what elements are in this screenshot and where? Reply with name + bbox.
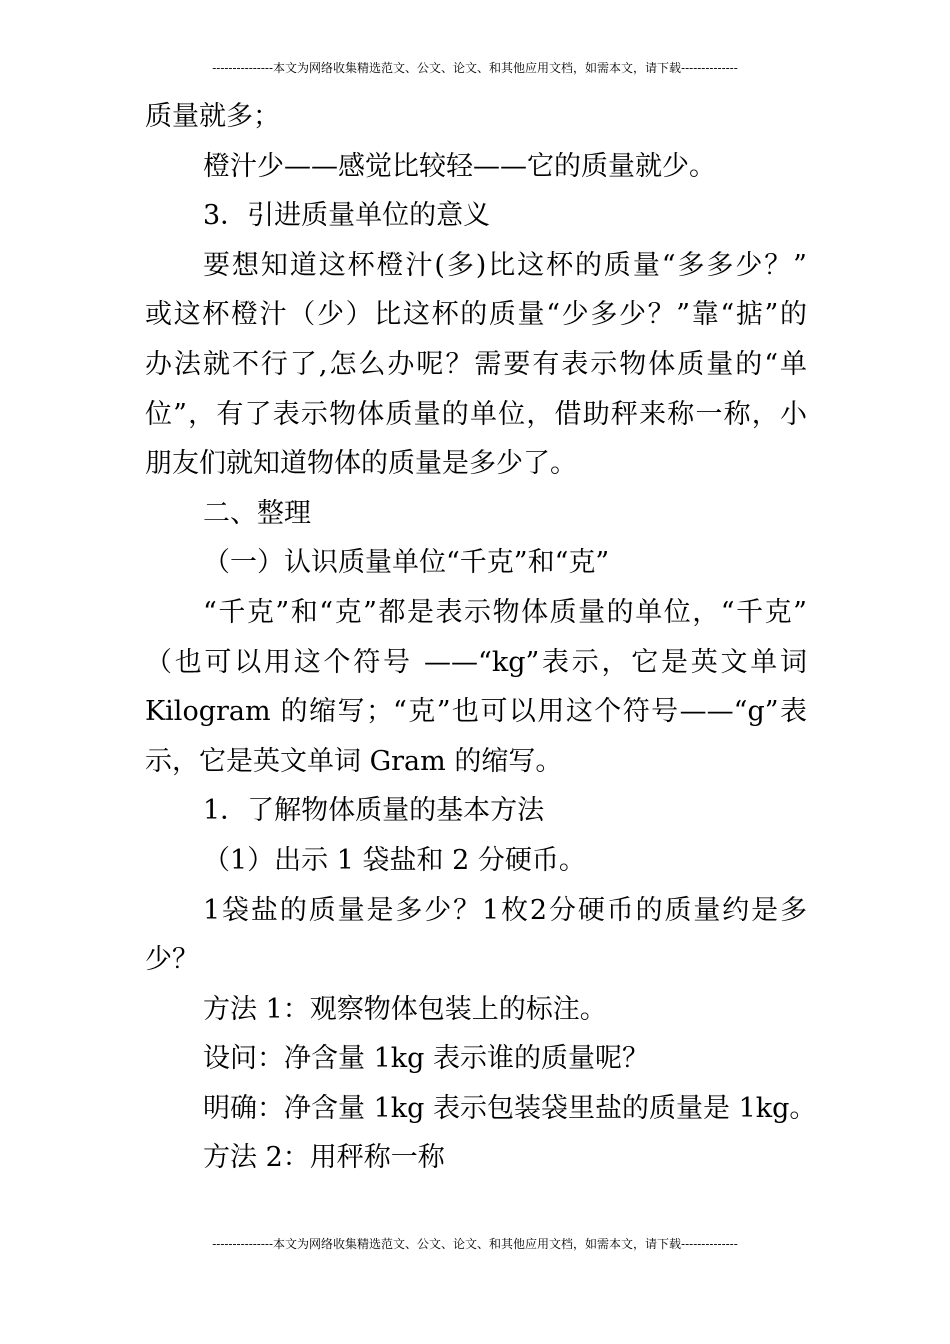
section-heading: 1．了解物体质量的基本方法 <box>203 795 545 827</box>
page-header: ---------------本文为网络收集精选范文、公文、论文、和其他应用文档，如需本文，请下载-------------- <box>212 61 738 75</box>
text-line: 橙汁少——感觉比较轻——它的质量就少。 <box>203 150 716 182</box>
text-line: “千克”和“克”都是表示物体质量的单位，“千克” <box>203 596 807 628</box>
section-heading: （一）认识质量单位“千克”和“克” <box>203 547 610 579</box>
text-line: 或这杯橙汁（少）比这杯的质量“少多少？”靠“掂”的 <box>145 299 807 331</box>
text-line: （也可以用这个符号 ——“kg”表示，它是英文单词 <box>145 646 807 678</box>
text-line: 位”，有了表示物体质量的单位，借助秤来称一称，小 <box>145 398 807 430</box>
document-body <box>145 92 817 1183</box>
text-line: 1袋盐的质量是多少？1枚2分硬币的质量约是多 <box>203 894 807 926</box>
text-line: 明确：净含量 1kg 表示包装袋里盐的质量是 1kg。 <box>203 1092 817 1124</box>
section-heading: 3．引进质量单位的意义 <box>203 200 491 232</box>
text-line: 办法就不行了,怎么办呢？需要有表示物体质量的“单 <box>145 348 807 380</box>
text-line: 朋友们就知道物体的质量是多少了。 <box>145 448 577 480</box>
text-line: 设问：净含量 1kg 表示谁的质量呢？ <box>203 1043 649 1075</box>
text-line: Kilogram 的缩写；“克”也可以用这个符号——“g”表 <box>145 696 807 728</box>
text-line: 方法 1：观察物体包装上的标注。 <box>203 993 607 1025</box>
text-line: 少？ <box>145 944 199 976</box>
text-line: 方法 2：用秤称一称 <box>203 1142 445 1174</box>
text-line: （1）出示 1 袋盐和 2 分硬币。 <box>203 844 586 876</box>
text-line: 示，它是英文单词 Gram 的缩写。 <box>145 745 563 777</box>
text-line: 要想知道这杯橙汁(多)比这杯的质量“多多少？” <box>203 249 807 281</box>
section-heading: 二、整理 <box>203 497 311 529</box>
text-line: 质量就多； <box>145 101 280 132</box>
page-footer: ---------------本文为网络收集精选范文、公文、论文、和其他应用文档，如需本文，请下载-------------- <box>212 1237 738 1251</box>
